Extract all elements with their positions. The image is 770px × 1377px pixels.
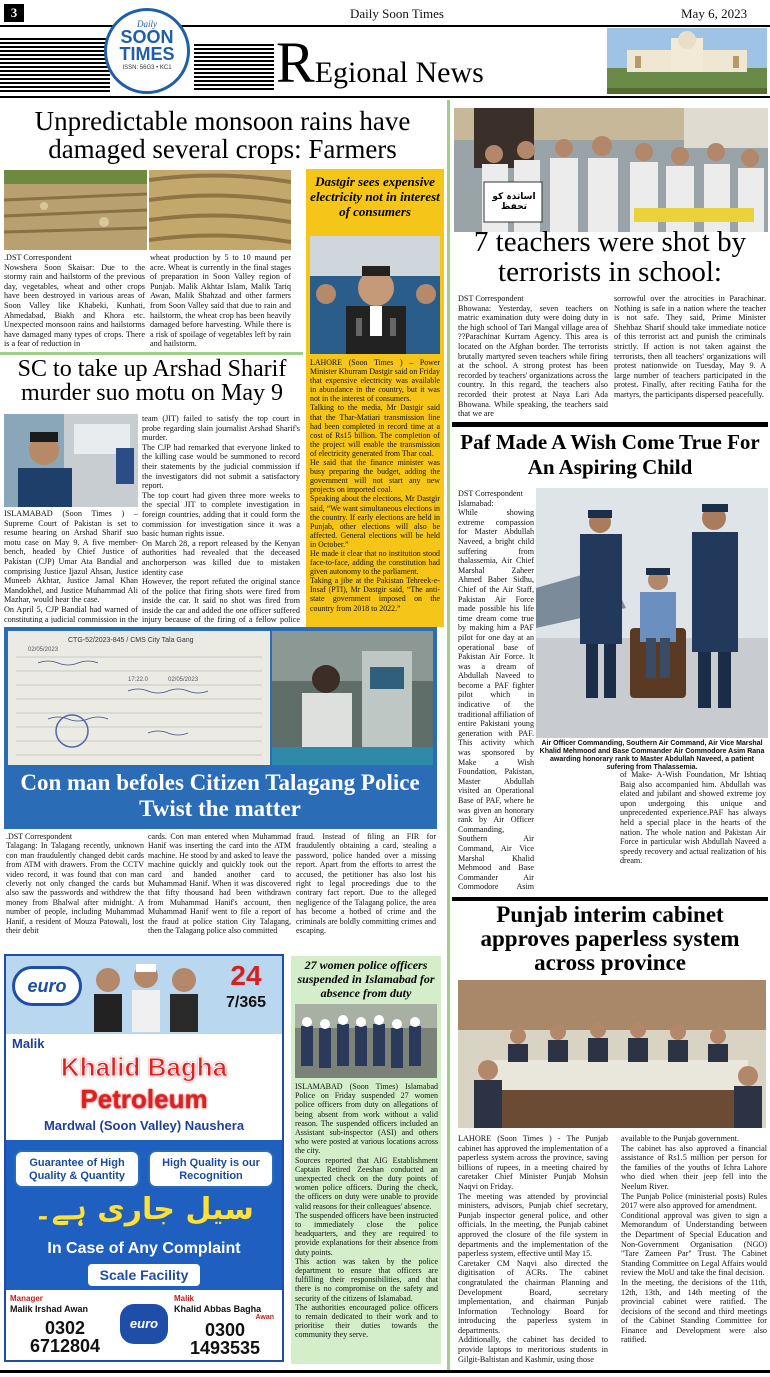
- talagang-headline: Con man befoles Citizen Talagang Police Twist the matter: [20, 770, 420, 821]
- ad-people: [86, 958, 206, 1032]
- logo-top: Daily: [137, 19, 157, 29]
- doc-ref-line: CTG-52/2023-845 / CMS City Tala Gang: [68, 637, 194, 644]
- punjab-top-rule: [452, 897, 768, 901]
- paf-body-col2: of Make- A-Wish Foundation, Mr Ishtiaq Baig also accompanied him. Abdullah was elated and jubilant and showed extreme joy upon undergoing this unique and unprecedented experience.PAF has always held a special place in the hearts of the nation. The whole nation and Pakistan Air Force in particular wish Abdullah Naveed a speedy recovery and actual realization of his dream.: [620, 770, 766, 866]
- paf-photo: [536, 488, 768, 738]
- logo-sub: ISSN: 56G3 • KC1: [122, 65, 172, 71]
- ad-owner-phone-2: 1493535: [189, 1338, 261, 1358]
- issue-date: May 6, 2023: [681, 6, 748, 21]
- dastgir-body: LAHORE (Soon Times ) – Power Minister Khurram Dastgir said on Friday that expensive electricity was available in abundance in the country, but it was not in the interest of consumers. Talking to the media, Mr Dastgir said that the Thar-Matiari transmission line had been completed in record time at a cost of Rs15 billion. The completion of the project will enable the transmission of electricity generated from Thar coal. He said that the finance minister was busy preparing the budget, adding the government will not start any new projects on imported coal. Speaking about the elections, Mr Dastgir said, “We want simultaneous elections in the country. If early elections are held in Punjab, other elections will also be affected. General elections will be held in October.” He made it clear that no institution stood face-to-face, adding the constitution had given autonomy to the parliament. Taking a jibe at the Pakistan Tehreek-e-Insaf (PTI), Mr Dastgir said, “The anti-state government imposed on the country from 2018 to 2022.”: [310, 358, 440, 613]
- talagang-document-photo: [8, 631, 270, 765]
- punjab-cabinet-photo: [458, 980, 766, 1128]
- talagang-body-col3: fraud. Instead of filing an FIR for fraudulently obtaining a card, stealing a password, police handed over a missing report. Apart from the efforts to arrest the accused, the petitioner has also lost his right to legal proceedings due to the contrary fact report. Due to the alleged negligence of the Talagang police, the area has become a hotbed of crime and the criminals are boldly committing crimes and escaping.: [296, 832, 436, 936]
- ad-product: Petroleum: [80, 1084, 208, 1114]
- ad-owner-phone-1: 0300: [204, 1320, 246, 1340]
- arshad-body-col1: ISLAMABAD (Soon Times ) – Supreme Court of Pakistan is set to resume hearing on Arshad Sharif suo motu case on May 9. A five member-bench, headed by Chief Justice of Pakistan (CJP) Umar Ata Bandial and comprising Justice Ijazul Ahsan, Justice Muneeb Akhtar, Justice Jamal Khan Mandokhel, and Justice Muhammad Ali Mazhar, would hear the case. On April 5, CJP Bandial had warned of constituting a judicial commission in the: [4, 509, 138, 623]
- doc-date-1: 02/05/2023: [28, 647, 59, 653]
- punjab-body-col2: available to the Punjab government. The cabinet has also approved a financial assistance of Rs1.5 million per person for the families of the youths of Ichra Lahore who died when their jeep fell into the Neelum River. The Punjab Police (ministerial posts) Rules 2017 were also approved for amendment. Conditional approval was given to sign a Memorandum of Understanding between the Department of Special Education and Non-Government Organisation (NGO) "Tare Zameen Par" Trust. The Cabinet Standing Committee on Legal Affairs would review the MoU and take the final decision. In the meeting, the decisions of the 11th, 12th, 13th, and 14th meeting of the provincial cabinet were ratified. The decisions of the second and third meetings of the Cabinet Standing Committee for Finance and Development were also ratified.: [621, 1134, 767, 1345]
- ad-owner-name: Khalid Abbas Bagha: [174, 1304, 262, 1314]
- ad-manager-label: Manager: [10, 1294, 43, 1303]
- ad-location: Mardwal (Soon Valley) Naushera: [43, 1118, 245, 1133]
- women-body: ISLAMABAD (Soon Times) Islamabad Police on Friday suspended 27 women police officers from duty on allegations of being absent from work without a valid reason. The suspended officers included an Assistant sub-inspector (ASI) and others who were posted at various locations across the city. Sources reported that AIG Establishment Captain Retired Zeeshan conducted an unexpected check on the duty points of women police officers. During the check, the officers on duty were unable to provide valid reasons for their colleagues' absence. The suspended officers have been instructed to immediately close the police headquarters, and they are required to provide explanations for their absence from duty points. This action was taken by the police department to ensure that officers are fulfilling their responsibilities, and that there is no compromise on the safety and security of the citizens of Islamabad. The authorities encouraged police officers to remain dedicated to their work and to prioritise their duties towards the community they serve.: [295, 1082, 438, 1340]
- ad-owner-label: Malik: [174, 1294, 195, 1303]
- monsoon-body-col2: wheat production by 5 to 10 maund per acre. Wheat is currently in the final stages of preparation in Soon Valley region of Punjab. Malik Akhtar Islam, Malik Tariq Awan, Malik Shahzad and other farmers from Soon Valley said that due to rain and hailstorm, the wheat crop has been heavily damaged before harvesting. While there is a risk of spoilage of vegetables left by rain and hailstorm.: [150, 253, 291, 349]
- teachers-headline: 7 teachers were shot by terrorists in school:: [473, 226, 747, 288]
- ad-manager-phone-2: 6712804: [29, 1336, 101, 1356]
- logo-soon: SOON: [120, 27, 174, 47]
- ad-manager-name: Malik Irshad Awan: [10, 1304, 89, 1314]
- section-rest: Egional News: [314, 56, 484, 89]
- ad-recognition-badge: High Quality is our Recognition: [148, 1150, 274, 1188]
- doc-date-2: 02/05/2023: [168, 677, 199, 683]
- ad-malik: Malik: [12, 1036, 45, 1051]
- ad-guarantee-badge: Guarantee of High Quality & Quantity: [14, 1150, 140, 1188]
- monsoon-photo-1: [4, 170, 147, 250]
- ad-owner-sub: Awan: [255, 1314, 274, 1321]
- paf-headline: Paf Made A Wish Come True For An Aspiring Child: [460, 430, 760, 479]
- ad-days: 7/365: [225, 994, 267, 1011]
- header-hatch-left: [0, 36, 110, 92]
- page-number: 3: [4, 4, 24, 22]
- section-cap: R: [276, 30, 315, 95]
- ad-facility: Scale Facility: [88, 1264, 200, 1286]
- monsoon-body-col1: .DST Correspondent Nowshera Soon Skaisar: Due to the stormy rain and hailstorm of the previous day, vegetables, wheat and other crops have been destroyed in various areas of Soon Valley like Khabeki, Kunhati, Ahmedabad, Biakh and Khora etc. Unexpected monsoon rains and hailstorms have damaged many types of crops. There is a fear of reduction in: [4, 253, 145, 349]
- paf-body-col1: DST Correspondent Islamabad: While showing extreme compassion for Master Abdullah Naveed, a bright child suffering from thalassemia, Air Chief Marshal Zaheer Ahmed Baber Sidhu, Chief of the Air Staff, Pakistan Air Force made possible his life time dream come true by making him a PAF pilot for one day at an operational base of Pakistan Air Force. It was a dream of Abdullah Naveed to become a PAF fighter pilot which in indicative of the traditional affiliation of entire Pakistani young generation with PAF. This activity which was sponsored by Make a Wish Foundation, Pakistan, Master Abdullah visited an Operational Base of PAF, where he was given an honorary rank by Air Officer Commanding, Southern Air Command, Air Vice Marshal Khalid Mehmood and Base Commander Air Commodore Asim: [458, 489, 534, 892]
- paf-caption: Air Officer Commanding, Southern Air Command, Air Vice Marshal Khalid Mehmood and Base Commander Air Commodore Asim Rana awarding honorary rank to Master Abdullah Naveed, a patient sufering from Thalassemia.: [539, 740, 765, 771]
- paf-top-rule: [452, 422, 768, 427]
- ad-hours: 24: [230, 960, 262, 991]
- teachers-body-col1: DST Correspondent Bhowana: Yesterday, seven teachers on matric examination duty were doing duty in the high school of Tari Mangal village area of ??Parachinar Kurram Agency. This area is located on the Afghan border. The terrorists brutally martyred seven teachers while firing at the school. A strong protest has been recorded by teachers' organizations across the country. In this regard, the teachers also recorded their protest at Naya Lari Ada Bhowana. While speaking, the teachers said that we are: [458, 294, 608, 418]
- monsoon-photo-2: [149, 170, 291, 250]
- teachers-body-col2: sorrowful over the atrocities in Parachinar. Nothing is safe in a nation where the teacher is not safe. They said, Prime Minister Shehbaz Sharif should take immediate notice of this terrorist act and punish the criminals strictly. If action is not taken against the terrorists, then all teachers' organizations will protest nationwide on Tuesday, May 9. A large number of teachers participated in the protest. Finally, after reciting Fatiha for the martyrs, the participants dispersed peacefully.: [614, 294, 766, 399]
- masthead-logo: [104, 8, 190, 94]
- monsoon-headline: Unpredictable monsoon rains have damaged several crops: Farmers: [34, 106, 411, 164]
- bottom-rule: [0, 1370, 770, 1373]
- arshad-photo: [4, 414, 138, 507]
- ad-urdu-sale: سیل جاری ہے۔: [34, 1192, 254, 1227]
- arshad-body-col2: team (JIT) failed to satisfy the top court in probe regarding slain journalist Arshad Sharif's murder. The CJP had remarked that everyone linked to the killing case would be summoned to record their statements by the judicial commission if the investigators did not submit a satisfactory report. The top court had given three more weeks to the special JIT to complete investigation in foreign countries, adding that it could form the commission for investigation since it was a basic human rights issue. On March 28, a report released by the Kenyan authorities had revealed that the deceased anchorperson was killed due to mistaken identity case However, the report refuted the original stance of the police that firing shots were fired from inside the car. It said no shot was fired from inside the car and added the one officer suffered injury because of the firing of a fellow police: [142, 414, 300, 624]
- teachers-photo: [454, 108, 768, 232]
- arshad-headline: SC to take up Arshad Sharif murder suo motu on May 9: [17, 356, 287, 407]
- talagang-cctv-photo: [272, 631, 433, 765]
- women-photo: [295, 1004, 437, 1078]
- header-photo: [607, 28, 767, 94]
- talagang-body-col1: .DST Correspondent Talagang: In Talagang recently, unknown con man fraudulently changed debit cards from ATM with drawers. From the CCTV video record, it was found that con man cleverly not only changed the cards but also saw the passwords and withdrew the money from Bhalwal after midnight. A number of people, including Muhammad Hanif, a resident of Mouza Patowali, lost their debit: [6, 832, 144, 936]
- logo-times: TIMES: [119, 44, 175, 64]
- women-headline: 27 women police officers suspended in Islamabad for absence from duty: [297, 958, 435, 1000]
- protest-placard: اساتذہ کو تحفظ: [492, 192, 536, 212]
- dastgir-photo: [310, 236, 440, 354]
- ad-brand-logo: euro: [12, 966, 82, 1006]
- dastgir-headline: Dastgir sees expensive electricity not in interest of consumers: [310, 174, 440, 219]
- header-hatch-mid: [194, 44, 274, 90]
- section-title: [276, 30, 484, 95]
- paper-name: Daily Soon Times: [350, 6, 444, 21]
- ad-name: Khalid Bagha: [60, 1052, 228, 1082]
- column-divider: [447, 100, 450, 1370]
- header-bottom-rule: [0, 96, 770, 98]
- punjab-headline: Punjab interim cabinet approves paperless system across province: [480, 902, 740, 975]
- ad-manager-phone-1: 0302: [44, 1318, 86, 1338]
- ad-footer-logo: euro: [120, 1304, 168, 1344]
- ad-complaint: In Case of Any Complaint: [47, 1240, 241, 1257]
- punjab-body-col1: LAHORE (Soon Times ) - The Punjab cabinet has approved the implementation of a paperless system across the province, saving billions of rupees, in a meeting chaired by caretaker Chief Minister Punjab Mohsin Naqvi on Friday. The meeting was attended by provincial ministers, advisors, Punjab chief secretary, Punjab inspector general police, and other officials. In the meeting, the Punjab cabinet approved the closure of the file system in departments and the implementation of the paperless system, effective until May 15. Caretaker CM Naqvi also directed the digitisation of ACRs. The cabinet congratulated the chairman Planning and Development Board, secretary implementation, and chairman Punjab Information Technology Board for introducing the paperless system in departments. Additionally, the cabinet has decided to provide laptops to meritorious students in Gilgit-Baltistan and Kashmir, using those: [458, 1134, 608, 1364]
- talagang-body-col2: cards. Con man entered when Muhammad Hanif was inserting the card into the ATM machine. He stood by and asked to leave the machine quickly and quickly took out the card and handed another card to Muhammad Hanif. When it was discovered that fifty thousand had been withdrawn from Muhammad Hanif's account, then Muhammad Hanif went to file a report of the fraud at police station City Talagang, then the Talagang police also committed: [148, 832, 291, 936]
- arshad-top-rule: [0, 352, 303, 355]
- doc-time: 17:22.0: [128, 677, 149, 683]
